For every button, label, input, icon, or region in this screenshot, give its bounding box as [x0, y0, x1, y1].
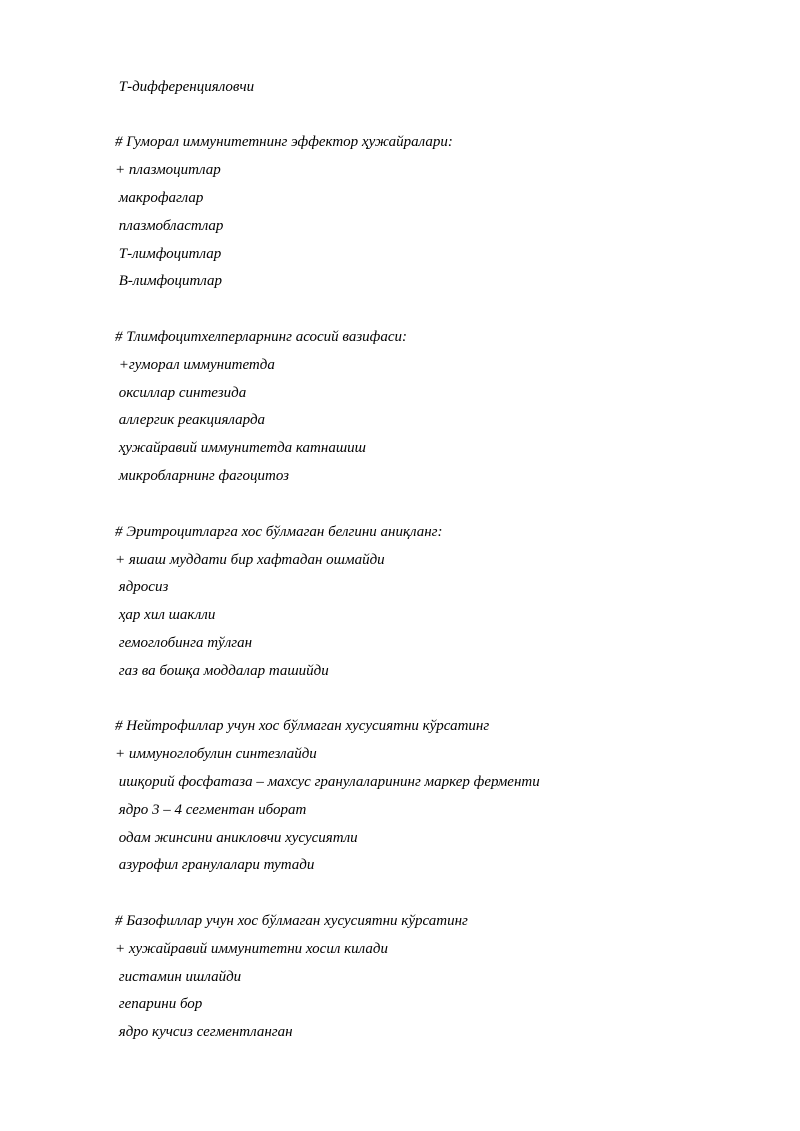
correct-answer: + плазмоцитлар [115, 162, 221, 178]
answer-option: гистамин ишлайди [115, 969, 242, 985]
answer-option: одам жинсини аникловчи хусусиятли [115, 830, 358, 846]
answer-option: В-лимфоцитлар [115, 273, 223, 289]
answer-option: ҳар хил шаклли [115, 607, 216, 623]
answer-option: оксиллар синтезида [115, 385, 247, 401]
correct-answer: + иммуноглобулин синтезлайди [115, 746, 317, 762]
question-heading: # Эритроцитларга хос бўлмаган белгини аниқланг: [115, 524, 443, 540]
answer-option: плазмобластлар [115, 218, 224, 234]
answer-option: гемоглобинга тўлган [115, 635, 253, 651]
answer-option: газ ва бошқа моддалар ташийди [115, 663, 329, 679]
answer-option: Т-лимфоцитлар [115, 246, 222, 262]
answer-option: макрофаглар [115, 190, 204, 206]
correct-answer: + хужайравий иммунитетни хосил килади [115, 941, 388, 957]
answer-option: ядро кучсиз сегментланган [115, 1024, 293, 1040]
question-heading: # Тлимфоцитхелперларнинг асосий вазифаси: [115, 329, 407, 345]
answer-option: ядро 3 – 4 сегментан иборат [115, 802, 307, 818]
answer-option: Т-дифференцияловчи [115, 79, 255, 95]
answer-option: аллергик реакцияларда [115, 412, 266, 428]
answer-option: ишқорий фосфатаза – махсус гранулаларининг маркер ферменти [115, 774, 540, 790]
answer-option: азурофил гранулалари тутади [115, 857, 315, 873]
answer-option: ҳужайравий иммунитетда катнашиш [115, 440, 366, 456]
question-heading: # Нейтрофиллар учун хос бўлмаган хусусиятни кўрсатинг [115, 718, 490, 734]
answer-option: микробларнинг фагоцитоз [115, 468, 290, 484]
question-heading: # Базофиллар учун хос бўлмаган хусусиятни кўрсатинг [115, 913, 468, 929]
answer-option: ядросиз [115, 579, 169, 595]
correct-answer: + яшаш муддати бир хафтадан ошмайди [115, 552, 385, 568]
correct-answer: +гуморал иммунитетда [115, 357, 275, 373]
answer-option: гепарини бор [115, 996, 203, 1012]
question-heading: # Гуморал иммунитетнинг эффектор ҳужайралари: [115, 134, 453, 150]
